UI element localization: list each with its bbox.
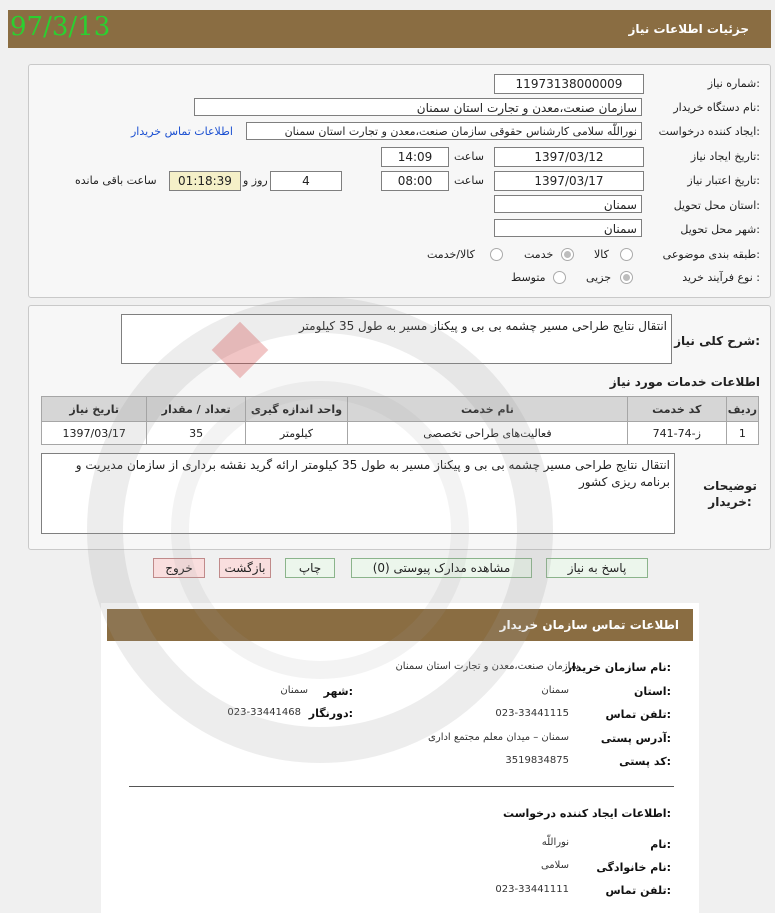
radio-service[interactable] bbox=[561, 248, 574, 261]
radio-medium-label: متوسط bbox=[511, 271, 546, 284]
notes-textarea[interactable]: انتقال نتایج طراحی مسیر چشمه بی بی و پیکناز مسیر به طول 35 کیلومتر ارائه گرید نقشه برداری از سازمان مدیریت و برنامه ریزی کشور bbox=[41, 453, 675, 534]
contact-address: سمنان – میدان معلم مجتمع اداری bbox=[428, 732, 569, 743]
divider bbox=[129, 786, 674, 787]
reply-button[interactable]: پاسخ به نیاز bbox=[546, 558, 648, 578]
category-label: طبقه بندی موضوعی: bbox=[662, 248, 760, 261]
cell-code: ز-74-741 bbox=[627, 422, 726, 445]
cell-service-name: فعالیت‌های طراحی تخصصی bbox=[348, 422, 628, 445]
contact-phone: 023-33441115 bbox=[495, 708, 569, 719]
radio-service-label: خدمت bbox=[524, 248, 554, 261]
city-field: سمنان bbox=[494, 219, 642, 237]
services-title: اطلاعات خدمات مورد نیاز bbox=[609, 375, 760, 389]
validity-date-field: 1397/03/17 bbox=[494, 171, 644, 191]
exit-button[interactable]: خروج bbox=[153, 558, 205, 578]
date-stamp: 97/3/13 bbox=[10, 12, 111, 42]
page-title: جزئیات اطلاعات نیاز bbox=[628, 22, 749, 36]
time-remaining-field: 01:18:39 bbox=[169, 171, 241, 191]
contact-province-label: استان: bbox=[633, 685, 671, 698]
creator-info-title: اطلاعات ایجاد کننده درخواست: bbox=[503, 807, 671, 820]
contact-phone-label: تلفن تماس: bbox=[605, 708, 671, 721]
creator-label: ایجاد کننده درخواست: bbox=[658, 125, 760, 138]
need-number-field: 11973138000009 bbox=[494, 74, 644, 94]
contact-title: اطلاعات تماس سازمان خریدار bbox=[499, 618, 679, 632]
validity-time-field: 08:00 bbox=[381, 171, 449, 191]
days-label: روز و bbox=[243, 174, 268, 187]
cell-row: 1 bbox=[726, 422, 758, 445]
creator-first-name-label: نام: bbox=[650, 838, 671, 851]
need-number-label: شماره نیاز: bbox=[707, 77, 760, 90]
creator-phone-label: تلفن تماس: bbox=[605, 884, 671, 897]
table-row bbox=[42, 422, 759, 445]
buyer-org-field: سازمان صنعت،معدن و تجارت استان سمنان bbox=[194, 98, 642, 116]
radio-partial-label: جزیی bbox=[586, 271, 612, 284]
remaining-label: ساعت باقی مانده bbox=[75, 174, 157, 187]
province-label: استان محل تحویل: bbox=[673, 199, 760, 212]
col-unit: واحد اندازه گیری bbox=[245, 397, 347, 422]
radio-goods-label: کالا bbox=[594, 248, 609, 261]
created-date-label: تاریخ ایجاد نیاز: bbox=[690, 150, 760, 163]
summary-textarea[interactable]: انتقال نتایج طراحی مسیر چشمه بی بی و پیکناز مسیر به طول 35 کیلومتر bbox=[121, 314, 672, 364]
buyer-org-label: نام دستگاه خریدار: bbox=[673, 101, 760, 114]
col-need-date: تاریخ نیاز bbox=[42, 397, 147, 422]
attachments-button[interactable]: مشاهده مدارک پیوستی (0) bbox=[351, 558, 532, 578]
contact-postal: 3519834875 bbox=[505, 755, 569, 766]
col-service-name: نام خدمت bbox=[348, 397, 628, 422]
contact-title-bar bbox=[107, 609, 693, 641]
radio-goods-service[interactable] bbox=[490, 248, 503, 261]
contact-postal-label: کد پستی: bbox=[619, 755, 671, 768]
services-header-row bbox=[42, 397, 759, 422]
creator-phone: 023-33441111 bbox=[495, 884, 569, 895]
contact-sheet bbox=[101, 603, 699, 913]
contact-fax: 023-33441468 bbox=[227, 707, 301, 718]
radio-goods[interactable] bbox=[620, 248, 633, 261]
city-label: شهر محل تحویل: bbox=[680, 223, 760, 236]
cell-unit: کیلومتر bbox=[245, 422, 347, 445]
creator-last-name-label: نام خانوادگی: bbox=[596, 861, 671, 874]
contact-org-label: نام سازمان خریدار: bbox=[565, 661, 671, 674]
contact-fax-label: دورنگار: bbox=[308, 707, 353, 720]
col-row: ردیف bbox=[726, 397, 758, 422]
contact-city-label: شهر: bbox=[323, 685, 353, 698]
cell-need-date: 1397/03/17 bbox=[42, 422, 147, 445]
creator-last-name: سلامی bbox=[540, 860, 569, 871]
page-header bbox=[8, 10, 771, 48]
summary-label: شرح کلی نیاز: bbox=[674, 334, 760, 348]
col-code: کد خدمت bbox=[627, 397, 726, 422]
back-button[interactable]: بازگشت bbox=[219, 558, 271, 578]
province-field: سمنان bbox=[494, 195, 642, 213]
buyer-contact-link[interactable]: اطلاعات تماس خریدار bbox=[131, 125, 233, 138]
process-label: نوع فرآیند خرید : bbox=[682, 271, 760, 284]
radio-partial[interactable] bbox=[620, 271, 633, 284]
notes-label: توضیحات خریدار: bbox=[703, 479, 757, 509]
col-quantity: تعداد / مقدار bbox=[147, 397, 245, 422]
print-button[interactable]: چاپ bbox=[285, 558, 335, 578]
contact-address-label: آدرس پستی: bbox=[600, 732, 671, 745]
creator-field: نوراللّه سلامی کارشناس حقوقی سازمان صنعت،معدن و تجارت استان سمنان bbox=[246, 122, 642, 140]
created-date-field: 1397/03/12 bbox=[494, 147, 644, 167]
radio-goods-service-label: کالا/خدمت bbox=[427, 248, 475, 261]
days-remaining-field: 4 bbox=[270, 171, 342, 191]
services-table bbox=[41, 396, 759, 445]
validity-date-label: تاریخ اعتبار نیاز: bbox=[687, 174, 760, 187]
created-time-field: 14:09 bbox=[381, 147, 449, 167]
created-time-label: ساعت bbox=[454, 150, 484, 163]
creator-first-name: نوراللّه bbox=[541, 837, 569, 848]
validity-time-label: ساعت bbox=[454, 174, 484, 187]
contact-city: سمنان bbox=[280, 685, 308, 696]
contact-province: سمنان bbox=[541, 685, 569, 696]
contact-org: سازمان صنعت،معدن و تجارت استان سمنان bbox=[395, 661, 579, 672]
cell-quantity: 35 bbox=[147, 422, 245, 445]
radio-medium[interactable] bbox=[553, 271, 566, 284]
